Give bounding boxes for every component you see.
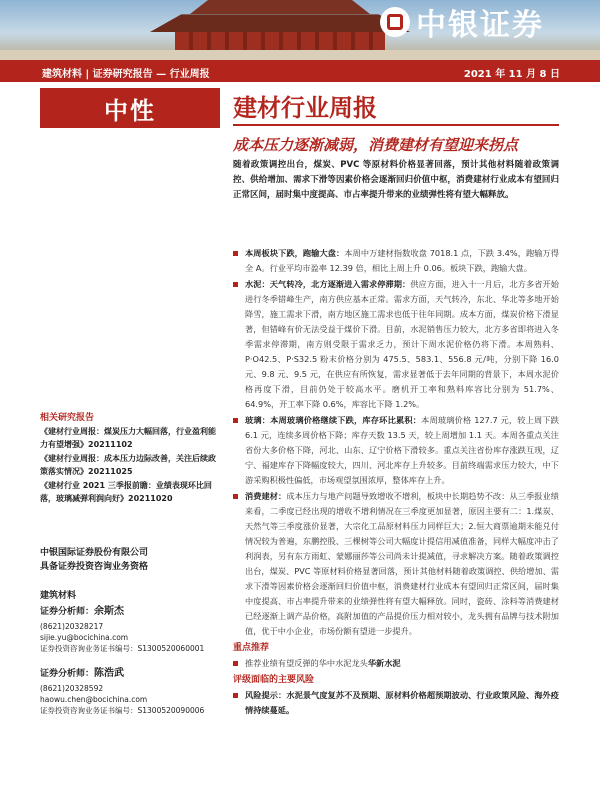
analyst-cert: 证券投资咨询业务证书编号：S1300520060001 bbox=[40, 644, 205, 653]
brand-name: 中银证券 bbox=[416, 8, 544, 43]
analyst-name: 余斯杰 bbox=[94, 606, 125, 617]
analyst-label: 证券分析师： bbox=[40, 669, 95, 679]
breadcrumb: 建筑材料 | 证券研究报告 — 行业周报 bbox=[42, 69, 210, 80]
analyst-name: 陈浩武 bbox=[94, 668, 125, 679]
company-qualification: 具备证券投资咨询业务资格 bbox=[40, 562, 149, 572]
report-title: 建材行业周报 bbox=[233, 93, 377, 122]
related-reports-list bbox=[40, 425, 220, 506]
recommend-item bbox=[233, 656, 559, 671]
analyst-email[interactable]: sijie.yu@bocichina.com bbox=[40, 633, 129, 642]
recommend-text: 推荐业绩有望反弹的华中水泥龙头 bbox=[245, 658, 368, 668]
bullet-consumer-materials bbox=[233, 489, 559, 639]
bullet-heading: 本周板块下跌，跑输大盘： bbox=[245, 248, 345, 258]
bullet-body: 本周玻璃价格 127.7 元，较上周下跌 6.1 元，连续多周价格下降；库存天数 13.5 天，较上周增加 1.1 天。本周各重点关注省份大多价格下降，河北、山东、辽宁价格下滑较多。重点关注省份库存涨跌互现，辽宁、福建库存下降幅度较大，四川、河北库存上升较多。目前终端需求压力较大，中下游采购积极性偏低，市场观望氛围浓厚，整体库存上升。 bbox=[245, 415, 559, 485]
palace-roof-upper bbox=[190, 0, 370, 14]
rating-badge: 中性 bbox=[40, 88, 220, 128]
related-report-link[interactable]: 《建材行业周报：成本压力边际改善，关注后续政策落实情况》20211025 bbox=[40, 454, 216, 476]
title-divider bbox=[233, 124, 559, 126]
related-reports-heading: 相关研究报告 bbox=[40, 413, 95, 423]
risk-label: 风险提示： bbox=[245, 690, 287, 700]
analyst-label: 证券分析师： bbox=[40, 607, 95, 617]
header-banner bbox=[0, 0, 600, 60]
header-bar bbox=[0, 60, 600, 82]
recommend-stock: 华新水泥 bbox=[367, 658, 401, 668]
analyst-phone: (8621)20328592 bbox=[40, 684, 104, 693]
risk-heading: 评级面临的主要风险 bbox=[233, 675, 315, 685]
analyst-cert: 证券投资咨询业务证书编号：S1300520090006 bbox=[40, 706, 205, 715]
bullet-body: 成本压力与地产问题导致增收不增利，板块中长期趋势不改：从三季报业绩来看，二季度已经出现的增收不增利情况在三季度更加显著，原因主要有二：1.煤炭、天然气等三季度涨价显著，大宗化工品原材料压力同样巨大；2.恒大商票逾期未能兑付情况较为普遍，东鹏控股、三棵树等公司大幅度计提信用减值准备，同样大幅度冲击了利润表，另有东方雨虹、蒙娜丽莎等公司尚未计提减值，寻求解决方案。随着政策调控出台，煤炭、PVC 等原材料价格显著回落，预计其他材料随着政策调控、供给增加、需求下滑等因素价格会逐渐回归价值中枢，消费建材行业成本有望回归正常区间，届时集中度提高、市占率提升带来的业绩弹性将有望大幅释放。同时，瓷砖、涂料等消费建材已经逐渐上调产品价格，高附加值的产品提价压力相对较小，龙头拥有品牌与技术附加值，优于中小企业，市场份额有望进一步提升。 bbox=[245, 491, 559, 636]
analyst-card bbox=[40, 668, 220, 716]
risk-item bbox=[233, 688, 559, 718]
related-report-link[interactable]: 《建材行业周报：煤炭压力大幅回落，行业盈利能力有望增强》20211102 bbox=[40, 427, 216, 449]
bank-of-china-logo-icon bbox=[380, 7, 410, 37]
summary-paragraph: 随着政策调控出台，煤炭、PVC 等原材料价格显著回落，预计其他材料随着政策调控、供给增加、需求下滑等因素价格会逐渐回归价值中枢，消费建材行业成本有望回归正常区间，届时集中度提高、市占率提升带来的业绩弹性将有望大幅释放。 bbox=[233, 160, 559, 200]
report-subtitle: 成本压力逐渐减弱，消费建材有望迎来拐点 bbox=[233, 136, 519, 154]
bullet-body: 供应方面，进入十一月后，北方多省开始进行冬季错峰生产，南方供应基本正常。需求方面，天气转冷，东北、华北等多地开始降雪，施工需求下滑，南方地区施工需求也低于往年同期。成本方面，煤炭价格下滑显著，但错峰有价无法受益于煤价下滑。目前，水泥销售压力较大，北方多省即将进入冬季需求停滞期，南方则受限于需求乏力，预计下周水泥价格仍将下滑。本周熟料、P·O42.5、P·S32.5 粉末价格分别为 475.5、583.1、556.8 元/吨，分别下降 16.0 元、9.8 元、9.5 元，在供应有所恢复，需求显著低于去年同期的背景下，本周水泥价格再度下滑，目前仍处于较高水平。磨机开工率和熟料库容比分别为 51.7%、64.9%，开工率下降 0.6%，库容比下降 1.2%。 bbox=[245, 279, 559, 409]
palace-base bbox=[0, 50, 600, 60]
bullet-body: 本周中万建材指数收盘 7018.1 点，下跌 3.4%，跑输万得全 A。行业平均市盈率 12.39 倍，相比上周上升 0.06。板块下跌，跑输大盘。 bbox=[245, 248, 559, 273]
recommend-heading: 重点推荐 bbox=[233, 643, 270, 653]
analyst-card bbox=[40, 606, 220, 654]
risk-text: 水泥景气度复苏不及预期、原材料价格超预期波动、行业政策风险、海外疫情持续蔓延。 bbox=[245, 690, 559, 715]
analyst-name-line bbox=[40, 668, 220, 680]
analyst-name-line bbox=[40, 606, 220, 618]
analyst-email[interactable]: haowu.chen@bocichina.com bbox=[40, 695, 148, 704]
bullet-glass bbox=[233, 413, 559, 488]
brand-logo bbox=[380, 0, 590, 44]
report-date: 2021 年 11 月 8 日 bbox=[463, 69, 560, 80]
analyst-phone: (8621)20328217 bbox=[40, 622, 104, 631]
main-content bbox=[233, 246, 559, 719]
bullet-heading: 玻璃：本周玻璃价格继续下跌，库存环比累积： bbox=[245, 415, 422, 425]
bullet-heading: 消费建材： bbox=[245, 491, 287, 501]
bullet-cement bbox=[233, 277, 559, 412]
bullet-market bbox=[233, 246, 559, 276]
sector-label: 建筑材料 bbox=[40, 591, 77, 601]
company-info bbox=[40, 546, 220, 574]
company-name: 中银国际证券股份有限公司 bbox=[40, 548, 149, 558]
related-report-link[interactable]: 《建材行业 2021 三季报前瞻：业绩表现环比回落，玻璃减弹利润向好》20211020 bbox=[40, 481, 212, 503]
bullet-heading: 水泥：天气转冷，北方逐渐进入需求停滞期： bbox=[245, 279, 411, 289]
